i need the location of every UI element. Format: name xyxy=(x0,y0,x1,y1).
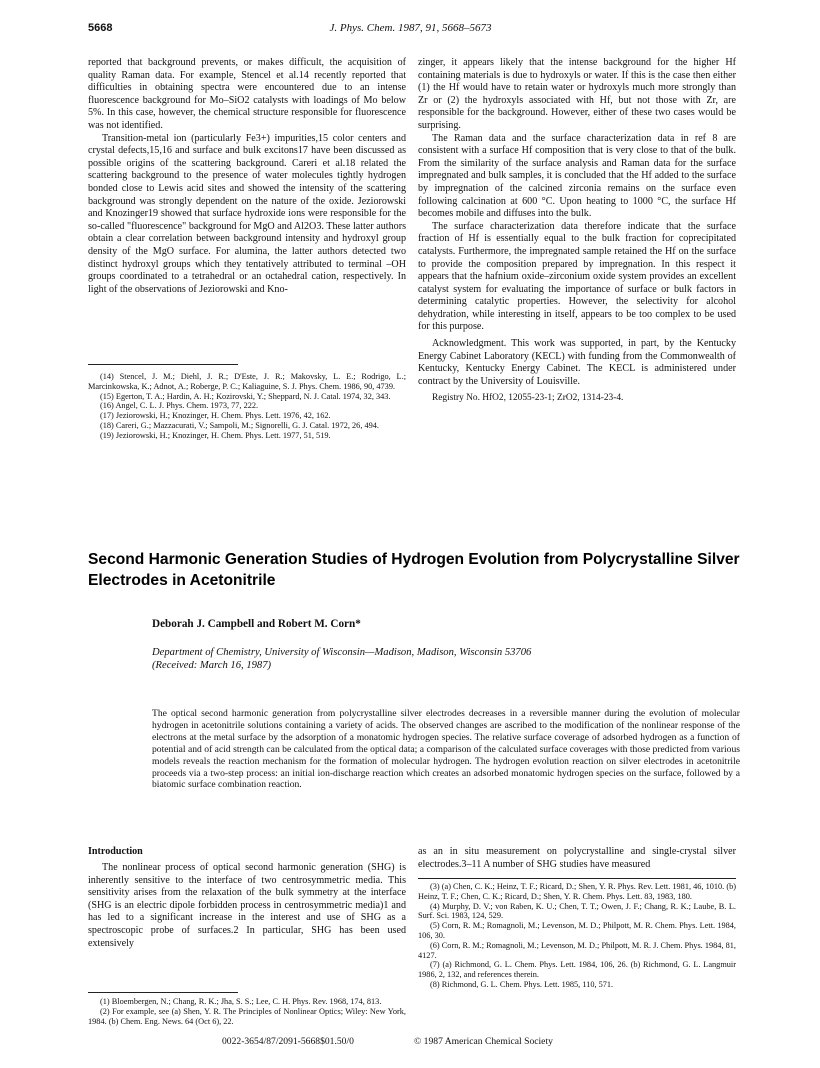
reference: (2) For example, see (a) Shen, Y. R. The Principles of Nonlinear Optics; Wiley: New York, 1984. (b) Chem. Eng. News. 64 (Oct 6), 22. xyxy=(88,1006,406,1026)
running-header xyxy=(88,22,733,38)
reference: (6) Corn, R. M.; Romagnoli, M.; Levenson, M. D.; Philpott, M. R. J. Chem. Phys. 1984, 81, 4127. xyxy=(418,940,736,960)
journal-line: J. Phys. Chem. 1987, 91, 5668–5673 xyxy=(329,22,492,34)
reference: (16) Angel, C. L. J. Phys. Chem. 1973, 77, 222. xyxy=(100,401,259,411)
reference: (17) Jeziorowski, H.; Knozinger, H. Chem. Phys. Lett. 1976, 42, 162. xyxy=(100,411,331,421)
paragraph: zinger, it appears likely that the intense background for the higher Hf containing materials is due to hydroxyls or water. If this is the case then either (1) the Hf would have to retain water or hydroxyls much more strongly than Zr or (2) the hydroxyls associated with Hf, but not those with Zr, are responsible for the background. However, either of these two cases would be surprising. xyxy=(418,57,736,131)
footnote-rule xyxy=(88,992,238,993)
registry-numbers: Registry No. HfO2, 12055-23-1; ZrO2, 1314-23-4. xyxy=(432,393,624,404)
top-left-column xyxy=(88,57,406,296)
top-right-column xyxy=(418,57,736,405)
intro-left-column xyxy=(88,862,406,950)
article-title: Second Harmonic Generation Studies of Hydrogen Evolution from Polycrystalline Silver Electrodes in Acetonitrile xyxy=(88,551,740,589)
reference: (18) Careri, G.; Mazzacurati, V.; Sampoli, M.; Signorelli, G. J. Catal. 1972, 26, 494. xyxy=(100,420,379,430)
footnote-rule xyxy=(418,878,736,879)
section-heading-introduction: Introduction xyxy=(88,846,143,857)
footer-code: 0022-3654/87/2091-5668$01.50/0 xyxy=(222,1036,354,1047)
paragraph: Transition-metal ion (particularly Fe3+) impurities,15 color centers and crystal defects,15,16 and surface and bulk excitons17 have been discussed as possible origins of the scattering background. Careri et al.18 related the scattering background to the presence of water molecules tightly hydrogen bonded close to Lewis acid sites and showed the intensity of the scattering background was strongly dependent on the nature of the oxide. Jeziorowski and Knozinger19 showed that surface hydroxide ions were responsible for the so-called "fluorescence" background for MgO and Al2O3. These latter authors obtain a clear correlation between background intensity and hydroxyl group density of the MgO surface. For alumina, the latter authors detected two distinct hydroxyl groups which they tentatively attributed to terminal –OH groups coordinated to a tetrahedral or an octahedral cation, respectively. In light of the observations of Jeziorowski and Kno- xyxy=(88,132,406,295)
reference: (3) (a) Chen, C. K.; Heinz, T. F.; Ricard, D.; Shen, Y. R. Phys. Rev. Lett. 1981, 46, 1010. (b) Heinz, T. F.; Chen, C. K.; Ricard, D.; Shen, Y. R. Chem. Phys. Lett. 83, 1983, 180. xyxy=(418,882,736,901)
paragraph: The Raman data and the surface characterization data in ref 8 are consistent with a surface Hf composition that is very close to that of the bulk. From the similarity of the surface analysis and Raman data for the surface impregnated and bulk samples, it is concluded that the Hf added to the surface by impregnation of the calcined zirconia remains on the surface even following calcination at 600 °C. Upon heating to 1000 °C, the surface Hf becomes mobile and diffuses into the bulk. xyxy=(418,132,736,220)
journal-citation xyxy=(88,22,733,34)
footnote-rule xyxy=(88,364,238,365)
reference: (4) Murphy, D. V.; von Raben, K. U.; Chen, T. T.; Owen, J. F.; Chang, R. K.; Laube, B. L. Surf. Sci. 1983, 124, 529. xyxy=(418,901,736,921)
abstract: The optical second harmonic generation from polycrystalline silver electrodes decreases in a reversible manner during the evolution of molecular hydrogen in acetonitrile solutions containing a variety of acids. The observed changes are ascribed to the modification of the nonlinear response of the electrons at the metal surface by the adsorption of a monatomic hydrogen species. The relative surface coverage of adsorbed hydrogen as a function of potential and of acid strength can be calculated from the optical data; a comparison of the calculated surface coverages with those predicted from various models reveals the reaction mechanism for the formation of molecular hydrogen. The hydrogen evolution reaction on silver electrodes in acetonitrile proceeds via a two-step process: an initial ion-discharge reaction which creates an adsorbed monatomic hydrogen species on the surface, followed by a biatomic surface combination reaction. xyxy=(152,708,740,791)
received-date: (Received: March 16, 1987) xyxy=(152,660,272,671)
footer-copyright: © 1987 American Chemical Society xyxy=(414,1036,553,1047)
paragraph: The surface characterization data therefore indicate that the surface fraction of Hf is essentially equal to the bulk fraction for coprecipitated catalysts. Furthermore, the impregnated sample retained the Hf on the surface to provide the composition prepared by impregnation. In this respect it appears that the hafnium oxide–zirconium oxide system provides an excellent catalyst system for evaluating the importance of surface or bulk factors in determining catalytic properties. However, the selectivity for alcohol dehydration, while interesting in itself, appears to be too complex to be used for this purpose. xyxy=(418,220,736,333)
affiliation xyxy=(152,646,732,672)
reference: (1) Bloembergen, N.; Chang, R. K.; Jha, S. S.; Lee, C. H. Phys. Rev. 1968, 174, 813. xyxy=(100,997,382,1006)
intro-left-references xyxy=(88,997,406,1026)
acknowledgment: Acknowledgment. This work was supported, in part, by the Kentucky Energy Cabinet Laboratory (KECL) with funding from the Commonwealth of Kentucky, Kentucky Energy Cabinet. The KECL is administered under contract by the University of Louisville. xyxy=(418,338,736,387)
intro-right-references xyxy=(418,882,736,990)
authors: Deborah J. Campbell and Robert M. Corn* xyxy=(152,618,361,630)
paragraph: The nonlinear process of optical second harmonic generation (SHG) is inherently sensitive to the interface of two centrosymmetric media. This sensitivity arises from the relaxation of the bulk symmetry at the interface (SHG is an electric dipole forbidden process in centrosymmetric media)1 and has led to a significant increase in the interest and use of SHG as a spectroscopic probe of surfaces.2 In particular, SHG has been used extensively xyxy=(88,862,406,949)
paragraph: as an in situ measurement on polycrystalline and single-crystal silver electrodes.3–11 A number of SHG studies have measured xyxy=(418,846,736,870)
top-left-references xyxy=(88,372,406,441)
affiliation-line: Department of Chemistry, University of Wisconsin—Madison, Madison, Wisconsin 53706 xyxy=(152,647,532,658)
reference: (5) Corn, R. M.; Romagnoli, M.; Levenson, M. D.; Philpott, M. R. Chem. Phys. Lett. 1984, 106, 30. xyxy=(418,921,736,940)
page-number: 5668 xyxy=(88,22,113,34)
reference: (8) Richmond, G. L. Chem. Phys. Lett. 1985, 110, 571. xyxy=(430,979,614,989)
intro-right-column xyxy=(418,846,736,871)
reference: (15) Egerton, T. A.; Hardin, A. H.; Kozirovski, Y.; Sheppard, N. J. Catal. 1974, 32, 343. xyxy=(100,391,391,401)
reference: (19) Jeziorowski, H.; Knozinger, H. Chem. Phys. Lett. 1977, 51, 519. xyxy=(100,430,331,440)
paragraph: reported that background prevents, or makes difficult, the acquisition of quality Raman data. For example, Stencel et al.14 recently reported that difficulties in obtaining spectra were encountered due to an intense fluorescence background for Mo–SiO2 catalysts with loadings of Mo below 5%. In this case, however, the chemical structure responsible for fluorescence was not identified. xyxy=(88,57,406,131)
reference: (14) Stencel, J. M.; Diehl, J. R.; D'Este, J. R.; Makovsky, L. E.; Rodrigo, L.; Marcinkowska, K.; Adnot, A.; Roberge, P. C.; Kaliaguine, S. J. Phys. Chem. 1986, 90, 4739. xyxy=(88,372,406,391)
reference: (7) (a) Richmond, G. L. Chem. Phys. Lett. 1984, 106, 26. (b) Richmond, G. L. Langmuir 1986, 2, 132, and references therein. xyxy=(418,960,736,980)
